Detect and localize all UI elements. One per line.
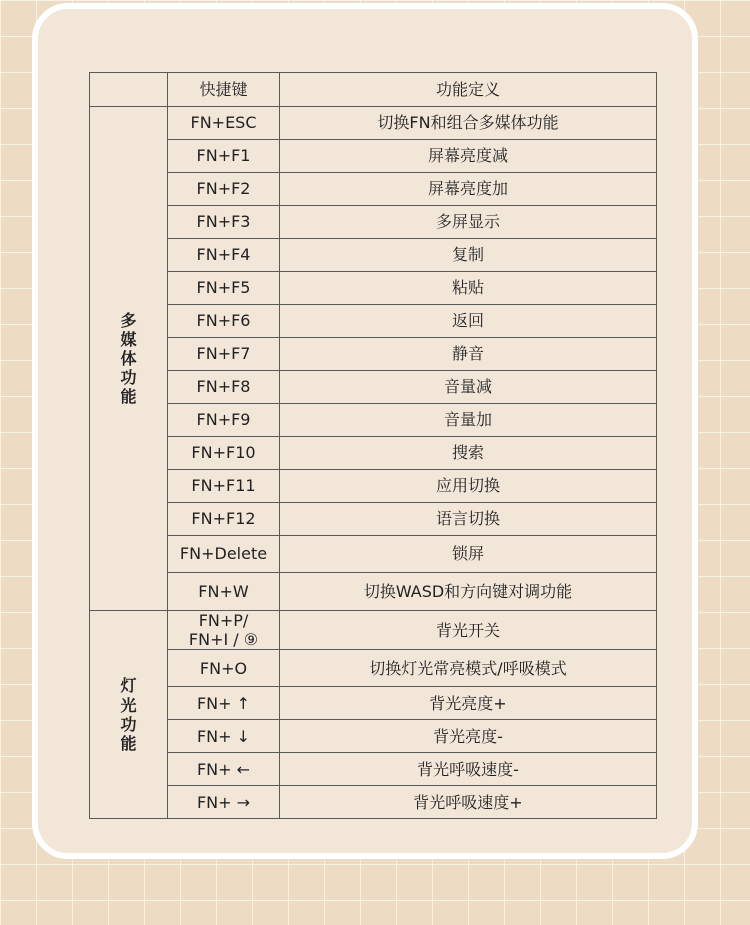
table-row — [90, 107, 657, 140]
shortcut-key: FN+F12 — [168, 503, 280, 536]
group-label-backlight: 灯 光 功 能 — [90, 611, 168, 819]
table-row — [90, 437, 657, 470]
table-row — [90, 140, 657, 173]
shortcut-key: FN+ESC — [168, 107, 280, 140]
table-row — [90, 720, 657, 753]
shortcut-key: FN+P/ FN+I / ⑨ — [168, 611, 280, 650]
shortcut-function: 屏幕亮度减 — [280, 140, 657, 173]
shortcut-key: FN+ ↑ — [168, 687, 280, 720]
shortcut-function: 多屏显示 — [280, 206, 657, 239]
shortcut-key: FN+F5 — [168, 272, 280, 305]
shortcut-function: 锁屏 — [280, 536, 657, 573]
shortcut-key: FN+F3 — [168, 206, 280, 239]
shortcut-function: 背光亮度+ — [280, 687, 657, 720]
shortcut-function: 背光呼吸速度+ — [280, 786, 657, 819]
table-row — [90, 536, 657, 573]
shortcut-key: FN+Delete — [168, 536, 280, 573]
group-label-multimedia: 多 媒 体 功 能 — [90, 107, 168, 611]
table-row — [90, 573, 657, 611]
table-row — [90, 272, 657, 305]
shortcut-function: 应用切换 — [280, 470, 657, 503]
table-row — [90, 239, 657, 272]
shortcut-function: 背光呼吸速度- — [280, 753, 657, 786]
shortcut-key: FN+F6 — [168, 305, 280, 338]
table-row — [90, 753, 657, 786]
shortcut-function: 音量加 — [280, 404, 657, 437]
shortcut-function: 复制 — [280, 239, 657, 272]
shortcut-function: 背光亮度- — [280, 720, 657, 753]
shortcut-key: FN+F11 — [168, 470, 280, 503]
shortcut-key: FN+O — [168, 650, 280, 687]
shortcut-key: FN+W — [168, 573, 280, 611]
shortcut-key: FN+F10 — [168, 437, 280, 470]
shortcut-key: FN+F4 — [168, 239, 280, 272]
table-row — [90, 687, 657, 720]
shortcut-key: FN+F1 — [168, 140, 280, 173]
shortcut-function: 粘贴 — [280, 272, 657, 305]
table-header-row — [90, 73, 657, 107]
shortcut-function: 语言切换 — [280, 503, 657, 536]
shortcut-function: 搜索 — [280, 437, 657, 470]
table-row — [90, 650, 657, 687]
table-row — [90, 371, 657, 404]
shortcut-function: 切换灯光常亮模式/呼吸模式 — [280, 650, 657, 687]
shortcut-key: FN+F8 — [168, 371, 280, 404]
table-row — [90, 470, 657, 503]
table-row — [90, 404, 657, 437]
shortcut-key: FN+ ↓ — [168, 720, 280, 753]
shortcut-key: FN+ ← — [168, 753, 280, 786]
shortcut-table — [89, 72, 657, 819]
shortcut-function: 背光开关 — [280, 611, 657, 650]
table-row — [90, 338, 657, 371]
table-row — [90, 206, 657, 239]
table-row — [90, 305, 657, 338]
shortcut-function: 屏幕亮度加 — [280, 173, 657, 206]
header-function: 功能定义 — [280, 73, 657, 107]
shortcut-function: 切换FN和组合多媒体功能 — [280, 107, 657, 140]
table-row — [90, 503, 657, 536]
shortcut-key: FN+F7 — [168, 338, 280, 371]
shortcut-key: FN+ → — [168, 786, 280, 819]
table-row — [90, 173, 657, 206]
shortcut-function: 返回 — [280, 305, 657, 338]
header-blank-cell — [90, 73, 168, 107]
header-key: 快捷键 — [168, 73, 280, 107]
shortcut-key: FN+F2 — [168, 173, 280, 206]
shortcut-function: 静音 — [280, 338, 657, 371]
table-row — [90, 611, 657, 650]
shortcut-key: FN+F9 — [168, 404, 280, 437]
shortcut-function: 音量减 — [280, 371, 657, 404]
table-row — [90, 786, 657, 819]
shortcut-function: 切换WASD和方向键对调功能 — [280, 573, 657, 611]
